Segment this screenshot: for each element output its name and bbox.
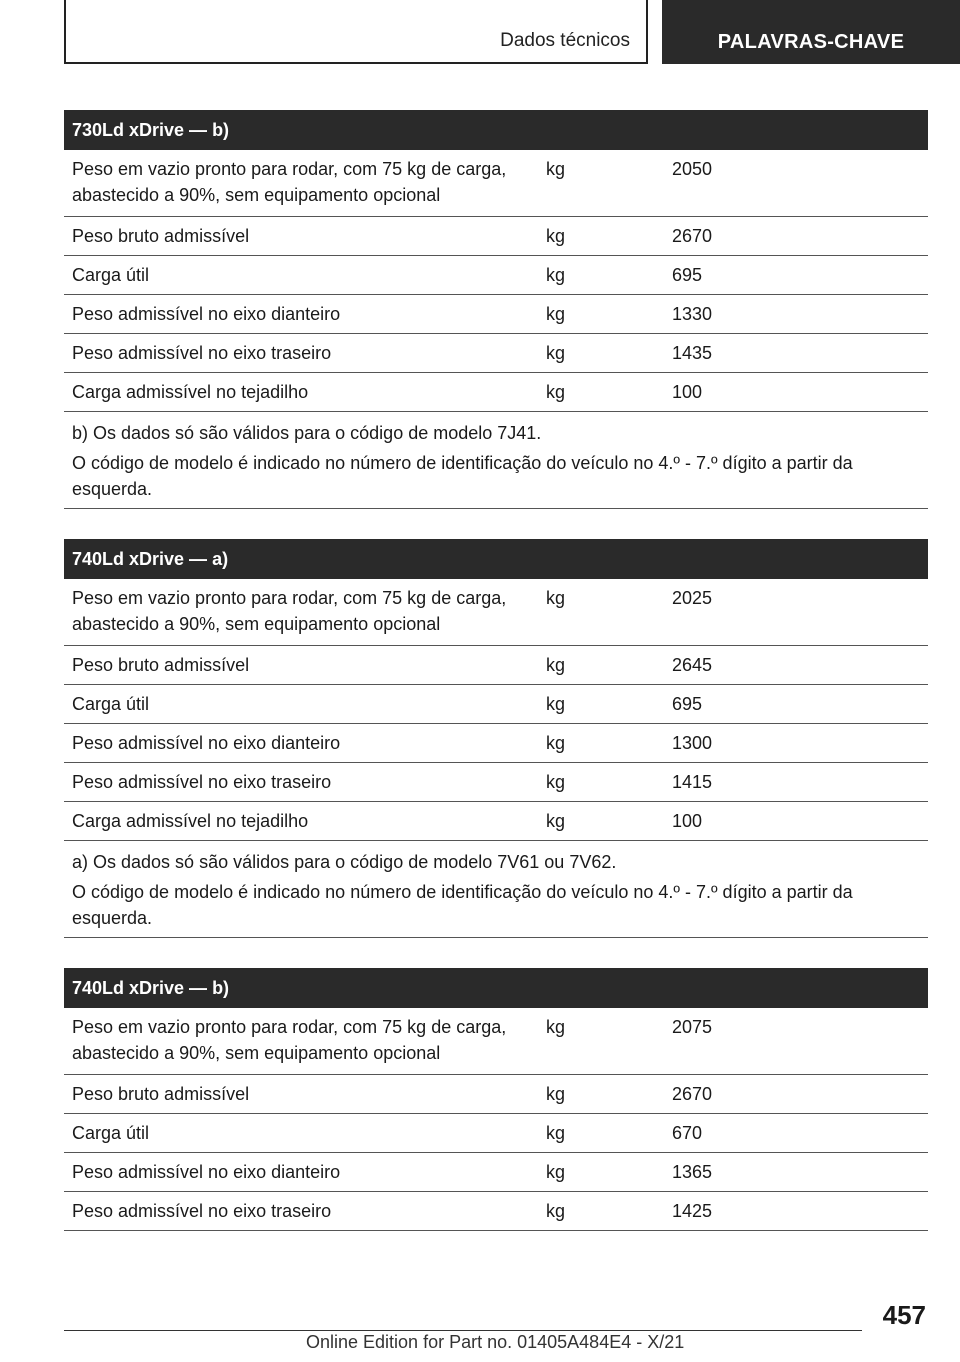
table-row	[64, 724, 928, 763]
row-unit: kg	[546, 694, 566, 714]
keyword-tab[interactable]	[662, 0, 960, 64]
table-row	[64, 1008, 928, 1075]
row-label: Peso em vazio pronto para rodar, com 75 kg de carga, abastecido a 90%, sem equipamento opcional	[72, 588, 507, 634]
spec-table-730ld-b	[64, 110, 928, 509]
row-value: 695	[672, 694, 703, 714]
row-label: Peso admissível no eixo traseiro	[72, 343, 332, 363]
row-value: 2645	[672, 655, 713, 675]
row-unit: kg	[546, 265, 566, 285]
table-row	[64, 217, 928, 256]
row-value: 670	[672, 1123, 703, 1143]
table-row	[64, 295, 928, 334]
table-row	[64, 1075, 928, 1114]
row-unit: kg	[546, 588, 566, 608]
row-label: Carga admissível no tejadilho	[72, 382, 309, 402]
row-unit: kg	[546, 1084, 566, 1104]
footnote-vin-info: O código de modelo é indicado no número de identificação do veículo no 4.º - 7.º dígito a partir da esquerda.	[72, 453, 853, 499]
row-unit: kg	[546, 304, 566, 324]
table-row	[64, 1153, 928, 1192]
row-unit: kg	[546, 1123, 566, 1143]
row-value: 2670	[672, 226, 713, 246]
row-value: 1415	[672, 772, 713, 792]
table-row	[64, 373, 928, 412]
row-value: 1435	[672, 343, 713, 363]
row-unit: kg	[546, 1201, 566, 1221]
row-unit: kg	[546, 1162, 566, 1182]
table-row	[64, 334, 928, 373]
row-value: 2670	[672, 1084, 713, 1104]
table-row	[64, 646, 928, 685]
row-label: Peso bruto admissível	[72, 655, 250, 675]
row-unit: kg	[546, 382, 566, 402]
row-label: Peso admissível no eixo dianteiro	[72, 304, 341, 324]
row-value: 1425	[672, 1201, 713, 1221]
footnote-model-code: b) Os dados só são válidos para o código de modelo 7J41.	[72, 423, 542, 443]
row-value: 100	[672, 382, 703, 402]
row-label: Peso admissível no eixo dianteiro	[72, 1162, 341, 1182]
table-footnote	[64, 841, 928, 938]
row-unit: kg	[546, 733, 566, 753]
row-unit: kg	[546, 811, 566, 831]
row-value: 1330	[672, 304, 713, 324]
row-label: Peso bruto admissível	[72, 226, 250, 246]
row-label: Peso bruto admissível	[72, 1084, 250, 1104]
footnote-model-code: a) Os dados só são válidos para o código de modelo 7V61 ou 7V62.	[72, 852, 617, 872]
table-title: 740Ld xDrive — b)	[64, 968, 928, 1008]
row-unit: kg	[546, 226, 566, 246]
row-label: Carga útil	[72, 694, 150, 714]
table-footnote	[64, 412, 928, 509]
table-title: 730Ld xDrive — b)	[64, 110, 928, 150]
row-label: Carga útil	[72, 265, 150, 285]
row-value: 2025	[672, 588, 713, 608]
table-row	[64, 685, 928, 724]
table-row	[64, 1114, 928, 1153]
keyword-tab-label: PALAVRAS-CHAVE	[717, 31, 905, 53]
page-number: 457	[882, 1300, 926, 1330]
row-unit: kg	[546, 343, 566, 363]
spec-table-740ld-b	[64, 968, 928, 1231]
footer-edition: Online Edition for Part no. 01405A484E4 - X/21	[306, 1332, 685, 1352]
row-value: 2050	[672, 159, 713, 179]
row-value: 100	[672, 811, 703, 831]
table-row	[64, 763, 928, 802]
table-row	[64, 579, 928, 646]
row-value: 1300	[672, 733, 713, 753]
row-label: Peso em vazio pronto para rodar, com 75 kg de carga, abastecido a 90%, sem equipamento opcional	[72, 1017, 507, 1063]
row-label: Peso admissível no eixo traseiro	[72, 772, 332, 792]
row-value: 2075	[672, 1017, 713, 1037]
section-title: Dados técnicos	[500, 30, 630, 51]
spec-table-740ld-a	[64, 539, 928, 938]
row-unit: kg	[546, 1017, 566, 1037]
row-value: 695	[672, 265, 703, 285]
table-title: 740Ld xDrive — a)	[64, 539, 928, 579]
table-row	[64, 1192, 928, 1231]
row-unit: kg	[546, 159, 566, 179]
row-label: Carga admissível no tejadilho	[72, 811, 309, 831]
row-unit: kg	[546, 655, 566, 675]
row-label: Peso em vazio pronto para rodar, com 75 kg de carga, abastecido a 90%, sem equipamento opcional	[72, 159, 507, 205]
row-label: Peso admissível no eixo dianteiro	[72, 733, 341, 753]
header-frame	[64, 0, 648, 64]
row-unit: kg	[546, 772, 566, 792]
row-value: 1365	[672, 1162, 713, 1182]
footer-divider	[64, 1330, 862, 1331]
row-label: Peso admissível no eixo traseiro	[72, 1201, 332, 1221]
footnote-vin-info: O código de modelo é indicado no número de identificação do veículo no 4.º - 7.º dígito a partir da esquerda.	[72, 882, 853, 928]
row-label: Carga útil	[72, 1123, 150, 1143]
table-row	[64, 150, 928, 217]
table-row	[64, 802, 928, 841]
table-row	[64, 256, 928, 295]
